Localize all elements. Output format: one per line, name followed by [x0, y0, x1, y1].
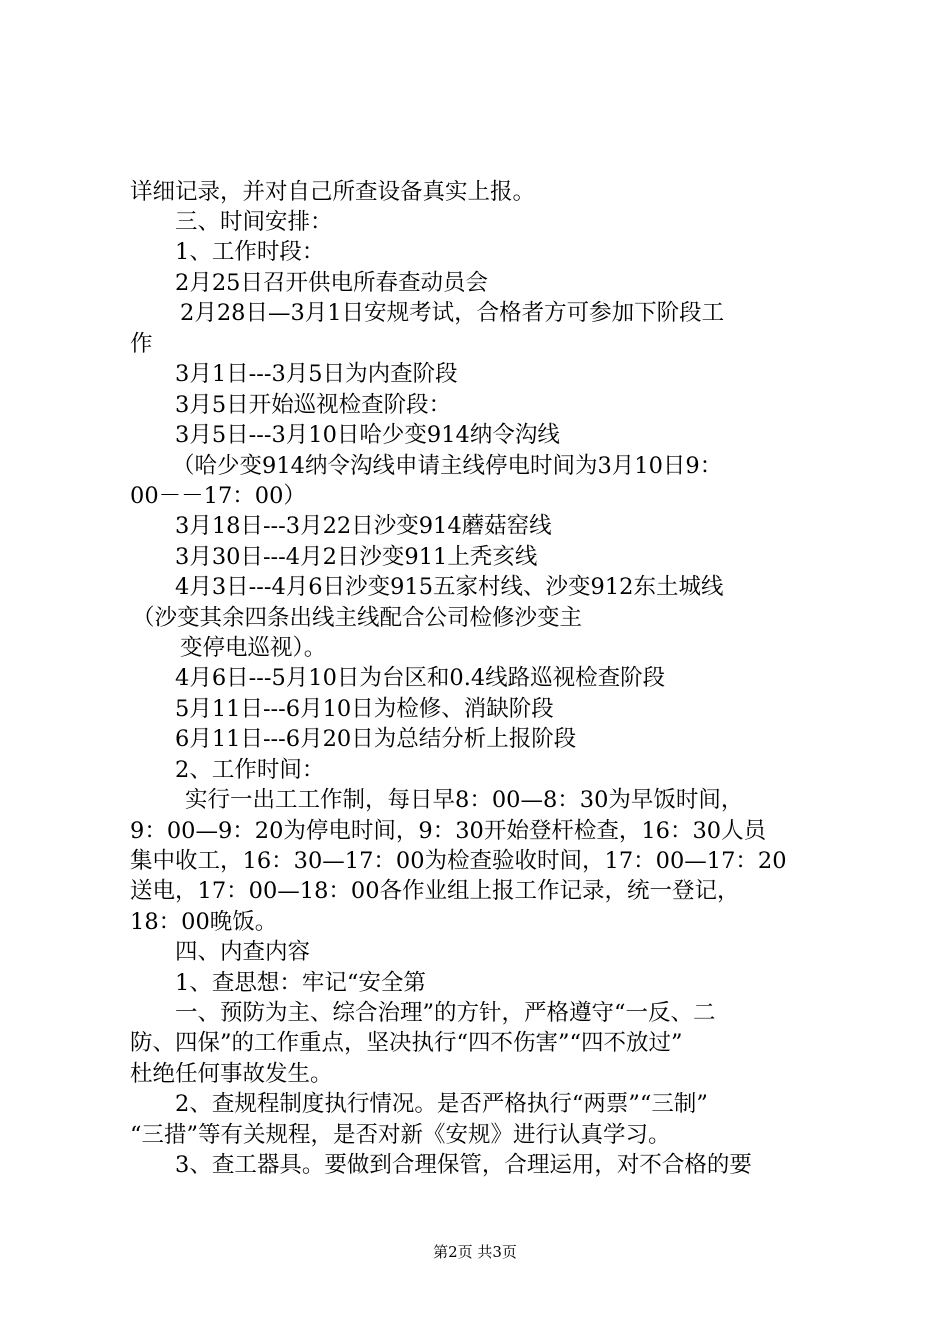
subheading-work-hours: 2、工作时间： — [175, 757, 325, 783]
page-number-footer: 第2页 共3页 — [433, 1243, 517, 1261]
text-line: 2月28日—3月1日安规考试，合格者方可参加下阶段工 — [180, 300, 725, 326]
text-line: 18：00晚饭。 — [130, 909, 278, 935]
text-line: 2月25日召开供电所春查动员会 — [175, 270, 488, 296]
text-line: 变停电巡视）。 — [180, 635, 327, 661]
text-line: 3月5日开始巡视检查阶段： — [175, 392, 452, 418]
text-line: （沙变其余四条出线主线配合公司检修沙变主 — [132, 605, 583, 631]
text-line: 3、查工器具。要做到合理保管，合理运用，对不合格的要 — [175, 1152, 752, 1178]
text-line: 4月6日---5月10日为台区和0.4线路巡视检查阶段 — [175, 665, 666, 691]
text-line: 1、查思想：牢记“安全第 — [175, 970, 426, 996]
text-line: 详细记录，并对自己所查设备真实上报。 — [130, 179, 536, 205]
text-line: 作 — [130, 331, 153, 357]
text-line: 6月11日---6月20日为总结分析上报阶段 — [175, 726, 577, 752]
text-line: 防、四保”的工作重点，坚决执行“四不伤害”“四不放过” — [130, 1030, 683, 1056]
text-line: 集中收工，16：30—17：00为检查验收时间，17：00—17：20 — [130, 848, 787, 874]
text-line: 5月11日---6月10日为检修、消缺阶段 — [175, 696, 554, 722]
text-line: 00－－17：00） — [130, 483, 306, 509]
text-line: 3月1日---3月5日为内查阶段 — [175, 361, 458, 387]
text-line: 3月30日---4月2日沙变911上秃亥线 — [175, 544, 538, 570]
text-line: 2、查规程制度执行情况。是否严格执行“两票”“三制” — [175, 1091, 708, 1117]
text-line: 一、预防为主、综合治理”的方针，严格遵守“一反、二 — [175, 1000, 716, 1026]
text-line: “三措”等有关规程，是否对新《安规》进行认真学习。 — [130, 1122, 671, 1148]
text-line: 3月18日---3月22日沙变914蘑菇窑线 — [175, 513, 552, 539]
text-line: 3月5日---3月10日哈少变914纳令沟线 — [175, 422, 560, 448]
section-heading-schedule: 三、时间安排： — [175, 209, 333, 235]
text-line: （哈少变914纳令沟线申请主线停电时间为3月10日9： — [172, 453, 723, 479]
text-line: 送电，17：00—18：00各作业组上报工作记录，统一登记， — [130, 878, 740, 904]
text-line: 实行一出工工作制，每日早8：00—8：30为早饭时间， — [185, 787, 744, 813]
section-heading-inspection-content: 四、内查内容 — [175, 939, 311, 965]
text-line: 9：00—9：20为停电时间，9：30开始登杆检查，16：30人员 — [130, 818, 767, 844]
text-line: 4月3日---4月6日沙变915五家村线、沙变912东土城线 — [175, 574, 724, 600]
text-line: 杜绝任何事故发生。 — [130, 1061, 333, 1087]
subheading-work-period: 1、工作时段： — [175, 239, 325, 265]
